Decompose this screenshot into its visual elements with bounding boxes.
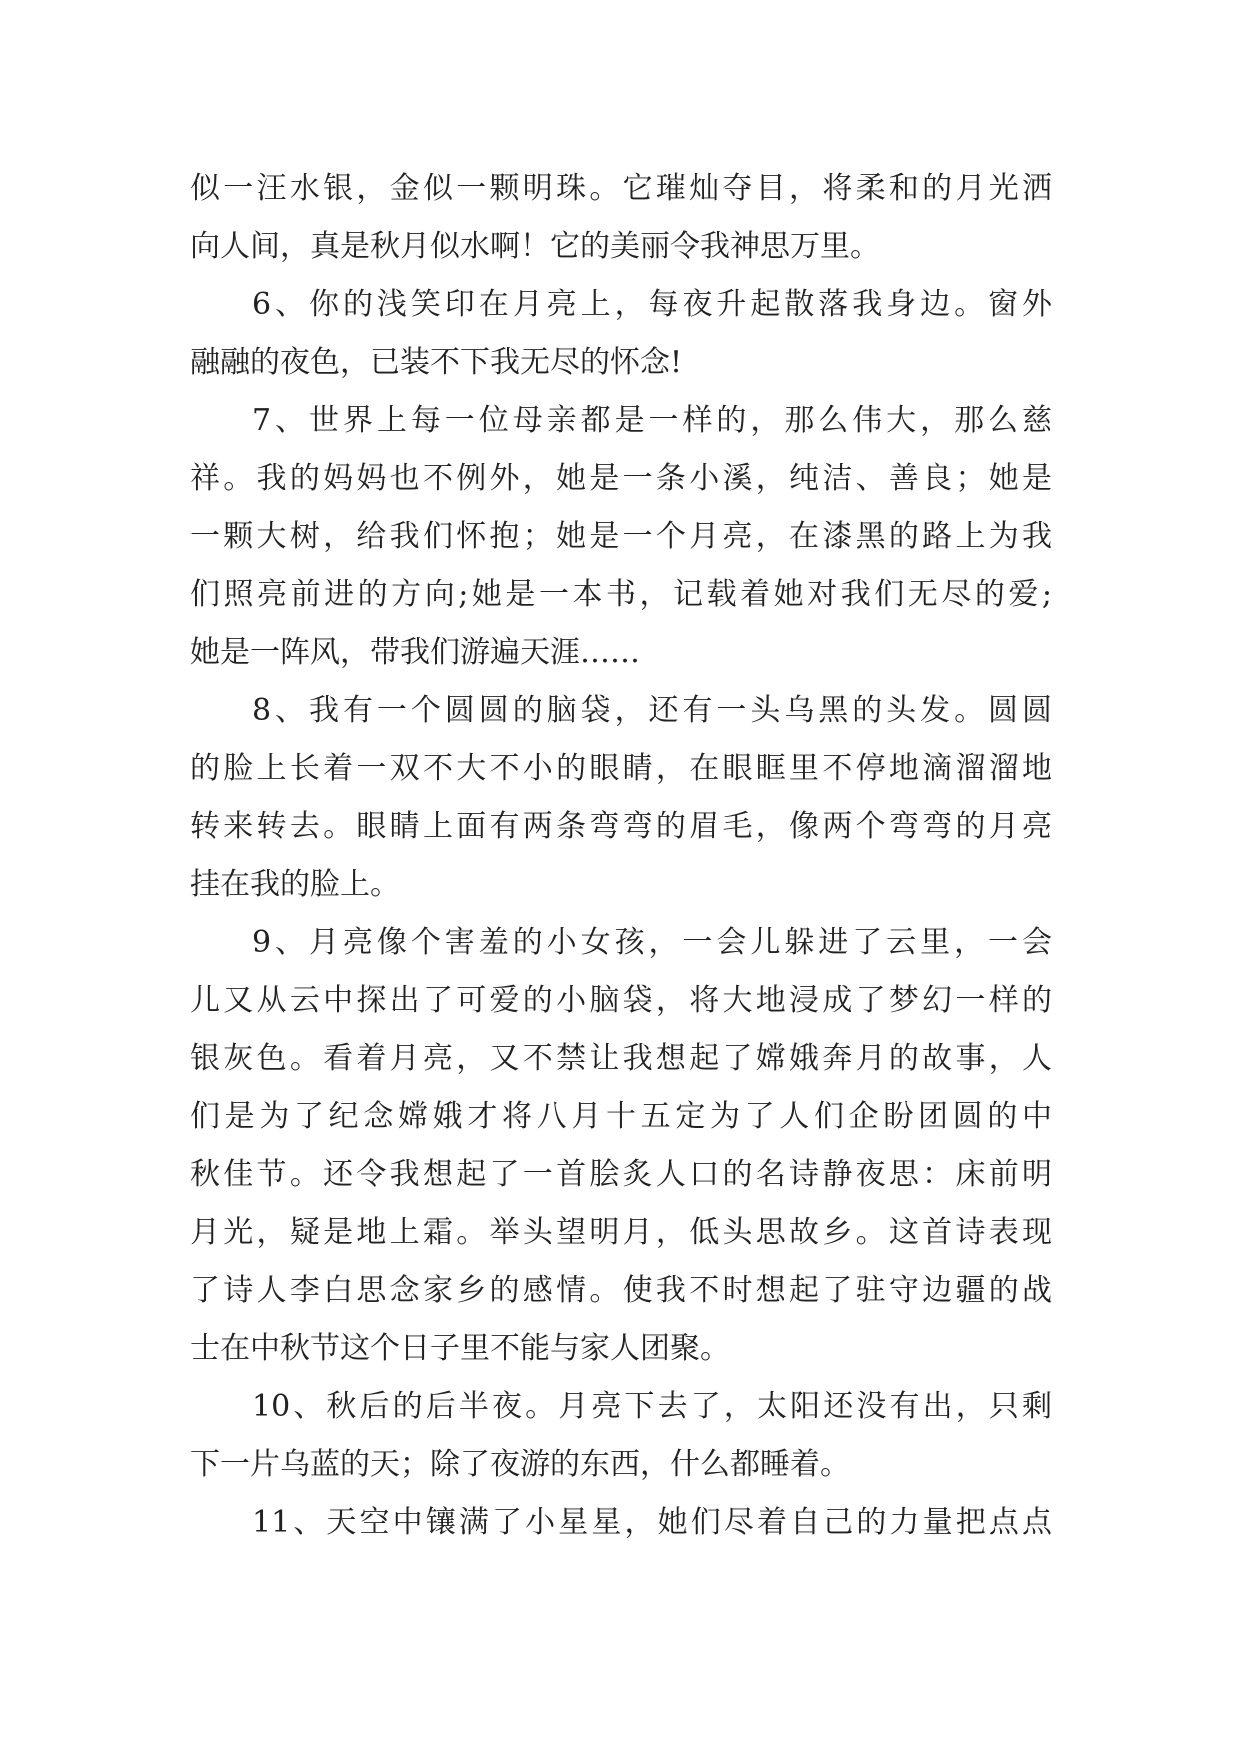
text-line: 似一汪水银，金似一颗明珠。它璀灿夺目，将柔和的月光洒 (190, 171, 1052, 206)
body-text (190, 160, 1052, 1552)
text-line: 了诗人李白思念家乡的感情。使我不时想起了驻守边疆的战 (190, 1273, 1052, 1308)
text-line: 9、月亮像个害羞的小女孩，一会儿躲进了云里，一会 (252, 925, 1052, 960)
text-line: 她是一阵风，带我们游遍天涯…… (190, 635, 640, 670)
text-line: 祥。我的妈妈也不例外，她是一条小溪，纯洁、善良；她是 (190, 461, 1052, 496)
text-line: 们是为了纪念嫦娥才将八月十五定为了人们企盼团圆的中 (190, 1099, 1052, 1134)
text-line: 6、你的浅笑印在月亮上，每夜升起散落我身边。窗外 (252, 287, 1052, 322)
text-line: 8、我有一个圆圆的脑袋，还有一头乌黑的头发。圆圆 (252, 693, 1052, 728)
text-line: 秋佳节。还令我想起了一首脍炙人口的名诗静夜思：床前明 (190, 1157, 1052, 1192)
text-line: 融融的夜色，已装不下我无尽的怀念! (190, 345, 683, 380)
text-line: 7、世界上每一位母亲都是一样的，那么伟大，那么慈 (252, 403, 1052, 438)
text-line: 银灰色。看着月亮，又不禁让我想起了嫦娥奔月的故事，人 (190, 1041, 1052, 1076)
text-line: 向人间，真是秋月似水啊！它的美丽令我神思万里。 (190, 229, 880, 264)
text-line: 11、天空中镶满了小星星，她们尽着自己的力量把点点 (252, 1505, 1052, 1540)
text-line: 们照亮前进的方向;她是一本书，记载着她对我们无尽的爱; (190, 577, 1052, 612)
text-line: 的脸上长着一双不大不小的眼睛，在眼眶里不停地滴溜溜地 (190, 751, 1052, 786)
text-line: 士在中秋节这个日子里不能与家人团聚。 (190, 1331, 730, 1366)
text-line: 挂在我的脸上。 (190, 867, 400, 902)
text-line: 转来转去。眼睛上面有两条弯弯的眉毛，像两个弯弯的月亮 (190, 809, 1052, 844)
text-line: 一颗大树，给我们怀抱；她是一个月亮，在漆黑的路上为我 (190, 519, 1052, 554)
text-line: 儿又从云中探出了可爱的小脑袋，将大地浸成了梦幻一样的 (190, 983, 1052, 1018)
text-line: 10、秋后的后半夜。月亮下去了，太阳还没有出，只剩 (252, 1389, 1052, 1424)
text-line: 下一片乌蓝的天；除了夜游的东西，什么都睡着。 (190, 1447, 850, 1482)
text-line: 月光，疑是地上霜。举头望明月，低头思故乡。这首诗表现 (190, 1215, 1052, 1250)
